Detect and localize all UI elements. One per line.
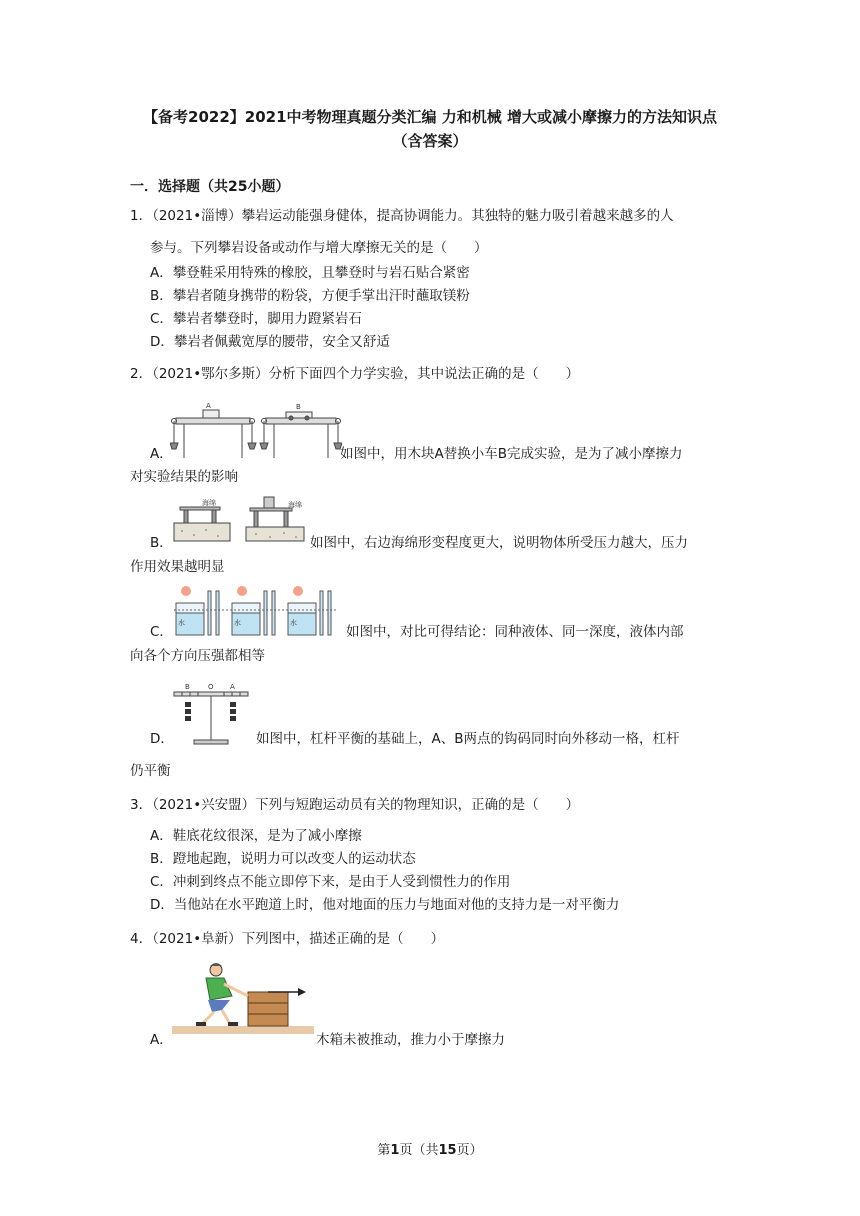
q2-option-a-label: A．	[150, 446, 173, 462]
q2-figure-b-sponge-experiment	[172, 493, 308, 547]
q2-figure-d-lever	[172, 680, 250, 746]
q1-stem-line1: 1．（2021•淄博）攀岩运动能强身健体，提高协调能力。其独特的魅力吸引着越来越多的人	[130, 208, 674, 224]
footer-prefix: 第	[377, 1143, 391, 1158]
fig-a-label-b: B	[296, 403, 301, 411]
footer-total-pages: 15	[438, 1143, 457, 1158]
section-heading: 一．选择题（共25小题）	[130, 179, 290, 195]
q1-option-c: C．攀岩者攀登时，脚用力蹬紧岩石	[150, 311, 362, 327]
fig-d-label-a: A	[230, 683, 235, 691]
q2-option-d-text2: 仍平衡	[130, 763, 171, 779]
q2-option-c-text1: 如图中，对比可得结论：同种液体、同一深度，液体内部	[346, 624, 684, 640]
q4-option-a-label: A．	[150, 1032, 173, 1048]
fig-d-label-b: B	[185, 683, 190, 691]
q2-option-c-label: C．	[150, 624, 173, 640]
q4-stem: 4．（2021•阜新）下列图中，描述正确的是（ ）	[130, 931, 445, 947]
q2-stem: 2．（2021•鄂尔多斯）分析下面四个力学实验，其中说法正确的是（ ）	[130, 366, 580, 382]
document-title-line1: 【备考2022】2021中考物理真题分类汇编 力和机械 增大或减小摩擦力的方法知识点	[143, 108, 717, 126]
q2-option-a-text2: 对实验结果的影响	[130, 469, 238, 485]
q3-option-d: D．当他站在水平跑道上时，他对地面的压力与地面对他的支持力是一对平衡力	[150, 897, 620, 913]
q1-option-d: D．攀岩者佩戴宽厚的腰带，安全又舒适	[150, 334, 390, 350]
footer-middle: 页（共	[399, 1143, 439, 1158]
fig-d-label-o: O	[208, 683, 214, 691]
q3-option-c: C．冲刺到终点不能立即停下来，是由于人受到惯性力的作用	[150, 874, 511, 890]
page-footer	[0, 1139, 860, 1158]
q3-option-a: A．鞋底花纹很深，是为了减小摩擦	[150, 828, 362, 844]
fig-c-label-water-2: 水	[234, 619, 241, 627]
q1-option-a: A．攀登鞋采用特殊的橡胶，且攀登时与岩石贴合紧密	[150, 265, 470, 281]
fig-c-label-water-3: 水	[290, 619, 297, 627]
fig-c-label-water-1: 水	[178, 619, 185, 627]
q2-option-b-label: B．	[150, 535, 173, 551]
q2-option-b-text2: 作用效果越明显	[130, 559, 225, 575]
q3-option-b: B．蹬地起跑，说明力可以改变人的运动状态	[150, 851, 416, 867]
q1-option-b: B．攀岩者随身携带的粉袋，方便手掌出汗时蘸取镁粉	[150, 288, 470, 304]
footer-page-number: 1	[390, 1143, 400, 1158]
q1-stem-line2: 参与。下列攀岩设备或动作与增大摩擦无关的是（ ）	[150, 240, 488, 256]
document-title-line2: （含答案）	[392, 132, 468, 150]
q4-option-a-text: 木箱未被推动，推力小于摩擦力	[316, 1032, 505, 1048]
fig-a-label-a: A	[206, 402, 211, 410]
q3-stem: 3．（2021•兴安盟）下列与短跑运动员有关的物理知识，正确的是（ ）	[130, 797, 580, 813]
q2-option-c-text2: 向各个方向压强都相等	[130, 648, 265, 664]
q2-option-d-label: D．	[150, 731, 174, 747]
footer-suffix: 页）	[456, 1143, 483, 1158]
q2-option-b-text1: 如图中，右边海绵形变程度更大，说明物体所受压力越大，压力	[310, 535, 688, 551]
fig-b-label-sponge-right: 海绵	[288, 501, 302, 509]
q2-figure-a-friction-experiment	[170, 398, 342, 466]
q2-option-a-text1: 如图中，用木块A替换小车B完成实验，是为了减小摩擦力	[340, 446, 683, 462]
q2-option-d-text1: 如图中，杠杆平衡的基础上，A、B两点的钩码同时向外移动一格，杠杆	[256, 731, 680, 747]
q2-figure-c-liquid-pressure	[172, 583, 344, 639]
fig-b-label-sponge-left: 海绵	[202, 499, 216, 507]
q4-figure-a-pushing-box	[172, 960, 314, 1036]
